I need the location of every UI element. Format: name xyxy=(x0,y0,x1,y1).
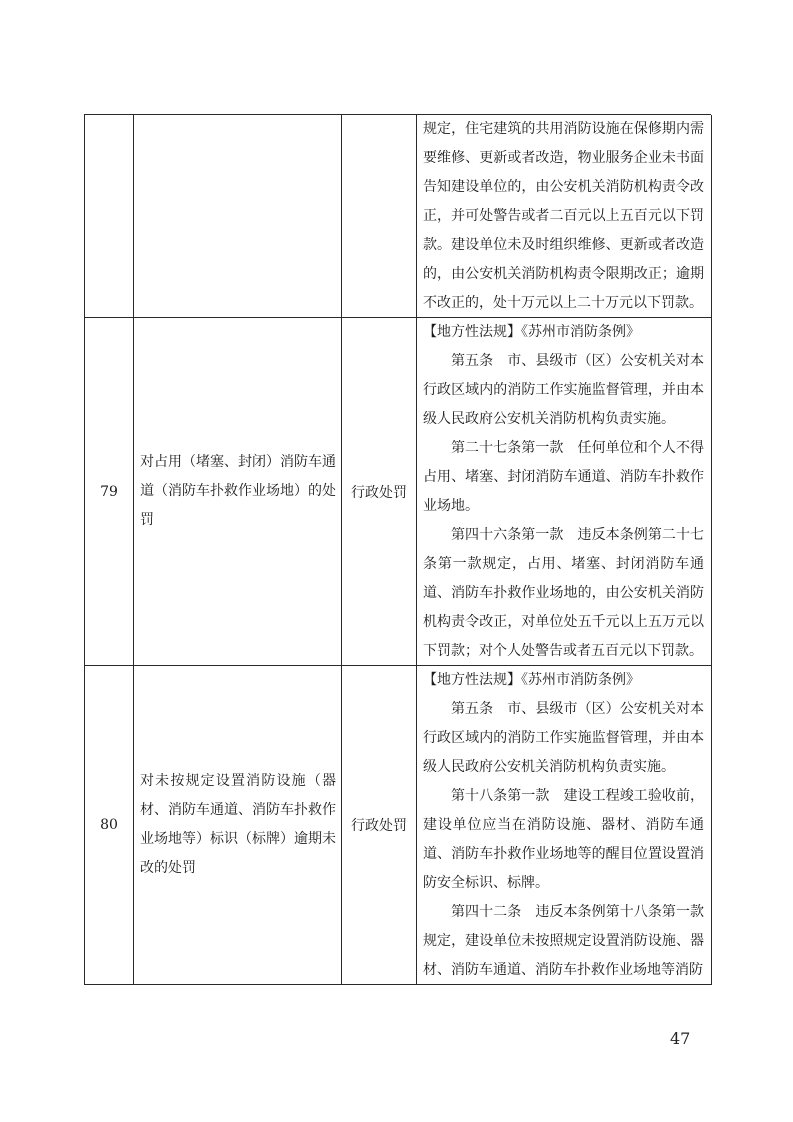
row-continuation-item-cell xyxy=(134,115,342,318)
row-80-legal-cell xyxy=(417,666,712,985)
legal-paragraph: 第十八条第一款 建设工程竣工验收前，建设单位应当在消防设施、器材、消防车通道、消防车扑救作业场地等的醒目位置设置消防安全标识、标牌。 xyxy=(423,788,704,891)
row-continuation-number-cell xyxy=(85,115,134,318)
row-79-item-cell xyxy=(134,318,342,666)
legal-paragraph: 第五条 市、县级市（区）公安机关对本行政区域内的消防工作实施监督管理，并由本级人民政府公安机关消防机构负责实施。 xyxy=(423,353,704,427)
page-number: 47 xyxy=(670,1029,691,1048)
row-79-number-cell: 79 xyxy=(85,318,134,666)
row-80-category-cell: 行政处罚 xyxy=(342,666,417,985)
legal-paragraph: 第五条 市、县级市（区）公安机关对本行政区域内的消防工作实施监督管理，并由本级人民政府公安机关消防机构负责实施。 xyxy=(423,701,704,775)
row-79-category-cell: 行政处罚 xyxy=(342,318,417,666)
row-79-legal-cell xyxy=(417,318,712,666)
row-80-item-cell xyxy=(134,666,342,985)
legal-paragraph: 第四十六条第一款 违反本条例第二十七条第一款规定，占用、堵塞、封闭消防车通道、消防车扑救作业场地的，由公安机关消防机构责令改正，对单位处五千元以上五万元以下罚款；对个人处警告或者五百元以下罚款。 xyxy=(423,527,704,659)
row-80-number-cell: 80 xyxy=(85,666,134,985)
row-continuation-category-cell xyxy=(342,115,417,318)
legal-paragraph: 第四十二条 违反本条例第十八条第一款规定，建设单位未按照规定设置消防设施、器材、消防车通道、消防车扑救作业场地等消防 xyxy=(423,904,704,978)
legal-paragraph: 第二十七条第一款 任何单位和个人不得占用、堵塞、封闭消防车通道、消防车扑救作业场地。 xyxy=(423,440,704,514)
legal-paragraph: 【地方性法规】《苏州市消防条例》 xyxy=(423,672,640,688)
row-continuation-legal-cell xyxy=(417,115,712,318)
legal-paragraph: 规定，住宅建筑的共用消防设施在保修期内需要维修、更新或者改造，物业服务企业未书面告知建设单位的，由公安机关消防机构责令改正，并可处警告或者二百元以上五百元以下罚款。建设单位未及时组织维修、更新或者改造的，由公安机关消防机构责令限期改正；逾期不改正的，处十万元以上二十万元以下罚款。 xyxy=(423,121,704,311)
row-80-item-text: 对未按规定设置消防设施（器材、消防车通道、消防车扑救作业场地等）标识（标牌）逾期未改的处罚 xyxy=(140,773,336,876)
penalty-table xyxy=(84,114,711,985)
row-79-item-text: 对占用（堵塞、封闭）消防车通道（消防车扑救作业场地）的处罚 xyxy=(140,454,336,528)
legal-paragraph: 【地方性法规】《苏州市消防条例》 xyxy=(423,324,640,340)
